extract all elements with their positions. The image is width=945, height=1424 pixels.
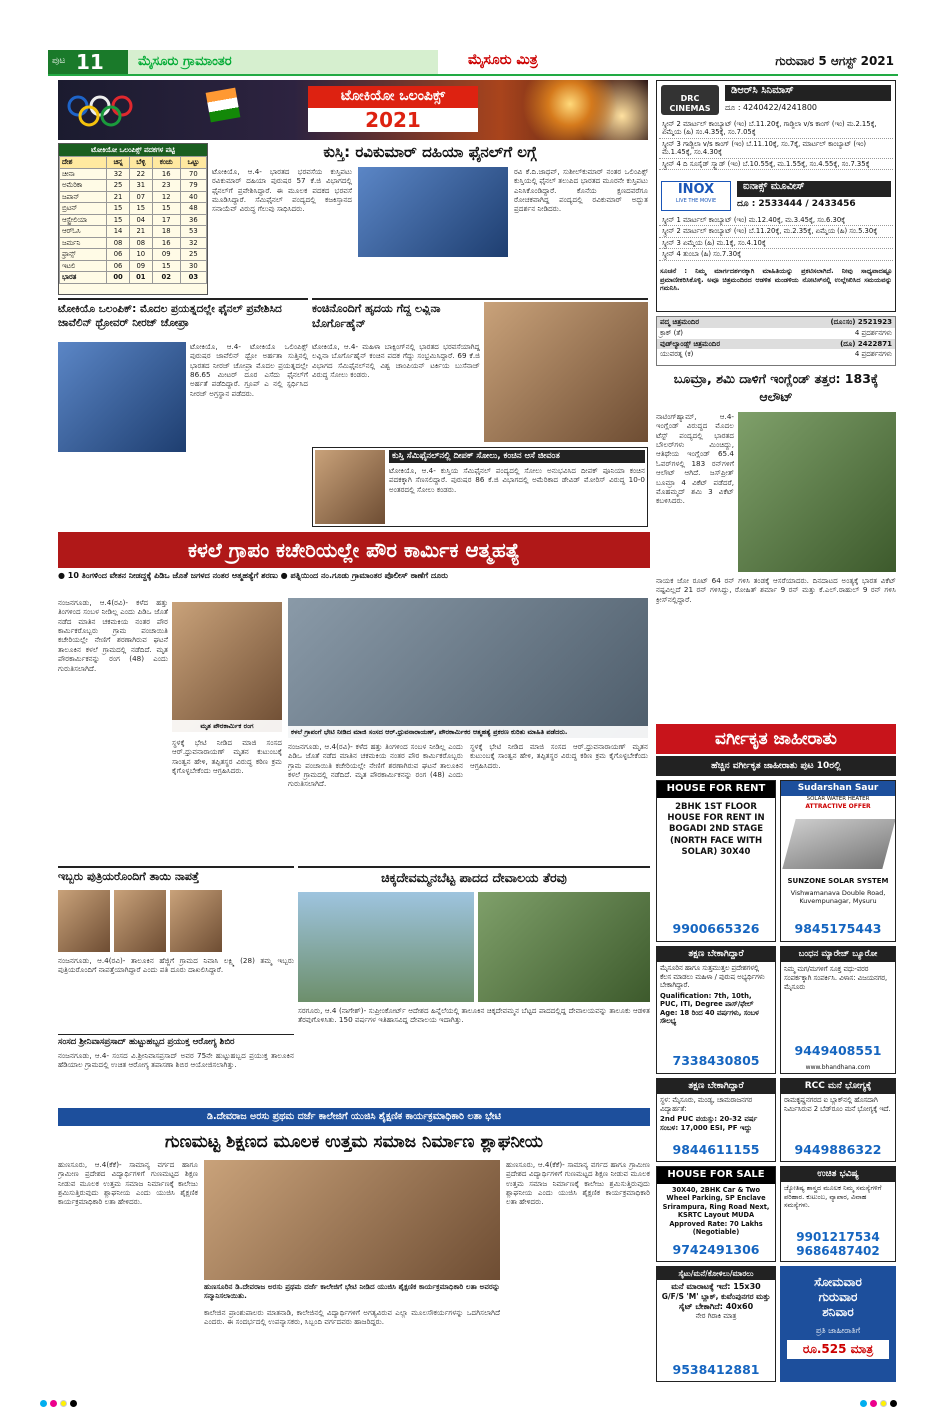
victim-caption: ಮೃತ ಪೌರಕಾರ್ಮಿಕ ರಂಗ xyxy=(172,720,282,732)
body-suicide: ನಂಜನಗೂಡು, ಆ.4(ರವಿ)- ಕಳೆದ ಹತ್ತು ತಿಂಗಳಿಂದ ಸಂಬಳ ನೀಡಿಲ್ಲ ಎಂದು ಪಿಡಿಒ ಜೊತೆ ನಡೆದ ಮಾತಿನ ಚಕಮಕಿಯ ನಂತರ ಪೌರ ಕಾರ್ಮಿಕರೊಬ್ಬರು ಗ್ರಾಮ ಪಂಚಾಯಿತಿ ಕಚೇರಿಯಲ್ಲೇ ನೇಣಿಗೆ ಶರಣಾಗಿರುವ ಘಟನೆ ತಾಲೂಕಿನ ಕಳಲೆ ಗ್ರಾಮದಲ್ಲಿ ನಡೆದಿದೆ. ಮೃತ ಪೌರಕಾರ್ಮಿಕನನ್ನು ರಂಗ (48) ಎಂದು ಗುರುತಿಸಲಾಗಿದೆ. xyxy=(58,598,168,673)
body-ravikumar: ಟೋಕಿಯೊ, ಆ.4- ಭಾರತದ ಭರವಸೆಯ ಕುಸ್ತಿಪಟು ರವಿಕುಮಾರ್ ದಹಿಯಾ ಪುರುಷರ 57 ಕೆ.ಜಿ ವಿಭಾಗದಲ್ಲಿ ಫೈನಲ್‌ಗೆ ಪ್ರವೇಶಿಸಿದ್ದಾರೆ. ಈ ಮೂಲಕ ಪದಕದ ಭರವಸೆ ಮೂಡಿಸಿದ್ದಾರೆ. ಸೆಮಿಫೈನಲ್ ಪಂದ್ಯದಲ್ಲಿ ಕಜಕಿಸ್ತಾನದ ಸನಾಯೆವ್ ವಿರುದ್ಧ ಗೆಲುವು ಸಾಧಿಸಿದರು. xyxy=(212,167,352,214)
inox-schedule xyxy=(659,215,893,261)
olympic-rings-icon xyxy=(64,94,154,128)
medal-table-body xyxy=(60,168,207,283)
ad-house-sale: HOUSE FOR SALE 30X40, 2BHK Car & Two Wheel Parking, SP Enclave Srirampura, Ring Road Next, KSRTC Layout MUDA Approved Rate: 70 Lakhs (Negotiable) 9742491306 xyxy=(656,1166,776,1262)
theatre-shows: 4 ಪ್ರದರ್ಶನಗಳು xyxy=(854,350,892,359)
theatre-list xyxy=(656,316,896,366)
story-ravikumar xyxy=(212,143,648,295)
masthead: ಮೈಸೂರು ಮಿತ್ರ xyxy=(468,52,538,68)
theatre-show-row xyxy=(657,328,895,339)
drc-schedule xyxy=(659,119,893,170)
section-title: ಮೈಸೂರು ಗ್ರಾಮಾಂತರ xyxy=(128,50,438,74)
inox-show-row: ಸ್ಕ್ರೀನ್ 2 ಮಾರ್ಟಲ್ ಕಾಂಬ್ಯಾಟ್ (ಇಂ) ಬೆ.11.20ಕ್ಕೆ, ಮ.2.35ಕ್ಕೆ, ಏಮ್ಮೆಯ (ಹಿ) ಸಂ.5.30ಕ್ಕೆ xyxy=(659,226,893,237)
theatre-film: ಕ್ರಾಕ್ (ತೆ) xyxy=(660,328,684,337)
theatre-header xyxy=(657,339,895,350)
page-number: 11 xyxy=(76,50,104,74)
scene-caption: ಕಳಲೆ ಗ್ರಾಪಂಗೆ ಭೇಟಿ ನೀಡಿದ ಮಾಜಿ ಸಂಸದ ಆರ್.ಧ್ರುವನಾರಾಯಣ್, ಪೌರಕಾರ್ಮಿಕರ ಆತ್ಮಹತ್ಯೆ ಪ್ರಕರಣ ಕುರಿತು ಮಾಹಿತಿ ಪಡೆದರು. xyxy=(288,726,648,738)
inox-show-row: ಸ್ಕ್ರೀನ್ 1 ಮಾರ್ಟಲ್ ಕಾಂಬ್ಯಾಟ್ (ಇಂ) ಮ.12.40ಕ್ಕೆ, ಮ.3.45ಕ್ಕೆ, ಸಂ.6.30ಕ್ಕೆ xyxy=(659,215,893,226)
page-header xyxy=(48,48,898,76)
cinema-box xyxy=(656,80,896,312)
body-mother: ನಂಜನಗೂಡು, ಆ.4(ರವಿ)- ತಾಲೂಕಿನ ಹೆಜ್ಜಿಗೆ ಗ್ರಾಮದ ನಿವಾಸಿ ಲಕ್ಷ್ಮಿ (28) ತಮ್ಮ ಇಬ್ಬರು ಪುತ್ರಿಯರೊಂದಿಗೆ ನಾಪತ್ತೆಯಾಗಿದ್ದಾರೆ ಎಂದು ಪತಿ ದೂರು ದಾಖಲಿಸಿದ್ದಾರೆ. xyxy=(58,956,294,975)
story-health xyxy=(58,1034,294,1104)
ad-astrology: ಉಚಿತ ಭವಿಷ್ಯ ಜ್ಯೋತಿಷ್ಯ ಶಾಸ್ತ್ರದ ಮೂಲಕ ನಿಮ್ಮ ಸಮಸ್ಯೆಗಳಿಗೆ ಪರಿಹಾರ. ಕುಟುಂಬ, ವ್ಯಾಪಾರ, ವಿವಾಹ ಸಮಸ್ಯೆಗಳು. 9901217534 9686487402 xyxy=(780,1166,896,1262)
subhead-suicide: ● 10 ತಿಂಗಳಿಂದ ವೇತನ ನೀಡದ್ದಕ್ಕೆ ಪಿಡಿಒ ಜೊತೆ ಜಗಳದ ನಂತರ ಆತ್ಮಹತ್ಯೆಗೆ ಶರಣು ● ಪತ್ನಿಯಿಂದ ನಂ.ಗೂಡು ಗ್ರಾಮಾಂತರ ಪೊಲೀಸ್ ಠಾಣೆಗೆ ದೂರು xyxy=(58,571,448,580)
body-suicide-2: ಸ್ಥಳಕ್ಕೆ ಭೇಟಿ ನೀಡಿದ ಮಾಜಿ ಸಂಸದ ಆರ್.ಧ್ರುವನಾರಾಯಣ್ ಮೃತನ ಕುಟುಂಬಕ್ಕೆ ಸಾಂತ್ವನ ಹೇಳಿ, ತಪ್ಪಿತಸ್ಥರ ವಿರುದ್ಧ ಕಠಿಣ ಕ್ರಮ ಕೈಗೊಳ್ಳಬೇಕೆಂದು ಆಗ್ರಹಿಸಿದರು. xyxy=(172,738,282,776)
registration-mark xyxy=(50,1400,57,1407)
medal-table-row: ಆಸ್ಟ್ರೇಲಿಯಾ 15 04 17 36 xyxy=(60,214,207,225)
headline-health: ಸಂಸದ ಶ್ರೀನಿವಾಸಪ್ರಸಾದ್ ಹುಟ್ಟುಹಬ್ಬದ ಪ್ರಯುಕ್ತ ಆರೋಗ್ಯ ಶಿಬಿರ xyxy=(58,1037,235,1047)
javelin-photo xyxy=(58,342,186,452)
theatre-name: ಪದ್ಮ ಚಿತ್ರಮಂದಿರ xyxy=(660,318,700,326)
medal-table-title: ಟೋಕಿಯೋ ಒಲಂಪಿಕ್ಸ್ ಪದಕಗಳ ಪಟ್ಟಿ xyxy=(59,144,207,156)
drc-show-row: ಸ್ಕ್ರೀನ್ 2 ಮಾರ್ಟಲ್ ಕಾಂಬ್ಯಾಟ್ (ಇಂ) ಬೆ.11.20ಕ್ಕೆ, ಗಾಡ್ಜಿಲಾ v/s ಕಾಂಗ್ (ಇಂ) ಮ.2.15ಕ್ಕೆ, ಏಮ್ಮೆಯ (ಹಿ) ಸಂ.4.35ಕ್ಕೆ, ಸಂ.7.05ಕ್ಕೆ xyxy=(659,119,893,139)
ad-house-rent: HOUSE FOR RENT 2BHK 1ST FLOOR HOUSE FOR RENT IN BOGADI 2ND STAGE (NORTH FACE WITH SOLAR) 30X40 9900665326 xyxy=(656,780,776,942)
body-suicide-3: ನಂಜನಗೂಡು, ಆ.4(ರವಿ)- ಕಳೆದ ಹತ್ತು ತಿಂಗಳಿಂದ ಸಂಬಳ ನೀಡಿಲ್ಲ ಎಂದು ಪಿಡಿಒ ಜೊತೆ ನಡೆದ ಮಾತಿನ ಚಕಮಕಿಯ ನಂತರ ಪೌರ ಕಾರ್ಮಿಕರೊಬ್ಬರು ಗ್ರಾಮ ಪಂಚಾಯಿತಿ ಕಚೇರಿಯಲ್ಲೇ ನೇಣಿಗೆ ಶರಣಾಗಿರುವ ಘಟನೆ ತಾಲೂಕಿನ ಕಳಲೆ ಗ್ರಾಮದಲ್ಲಿ ನಡೆದಿದೆ. ಮೃತ ಪೌರಕಾರ್ಮಿಕನನ್ನು ರಂಗ (48) ಎಂದು ಗುರುತಿಸಲಾಗಿದೆ. xyxy=(288,742,463,789)
theatre-phone: (ದೂ) 2422871 xyxy=(840,339,892,348)
cinema-notice: ಸೂಚನೆ : ನಿಮ್ಮ ಮಾರ್ಗದರ್ಶನಕ್ಕಾಗಿ ಮಾಹಿತಿಯನ್ನು ಪ್ರಕಟಿಸಲಾಗಿದೆ. ನೀವು ಸಾಧ್ಯವಾದಷ್ಟೂ ಪ್ರಮಾಣೀಕರಿಸಿಕೊಳ್ಳಿ. ಅವೂ ಚಿತ್ರಮಂದಿರದ ಆಡಳಿತ ಮಂಡಳಿಯ ನೋಟಿಸ್‌ನಲ್ಲಿ ಉಲ್ಲೇಖಿಸಿದ ಸಮಯವನ್ನು ಗಮನಿಸಿ. xyxy=(660,267,892,293)
wrestling-photo xyxy=(358,167,508,257)
headline-lovlina: ಕಂಚಿನೊಂದಿಗೆ ಹೃದಯ ಗೆದ್ದ ಲವ್ಲಿನಾ ಬೊರ್ಗೊಹೈನ್ xyxy=(312,302,441,330)
issue-date: ಗುರುವಾರ 5 ಆಗಸ್ಟ್ 2021 xyxy=(775,54,894,68)
boxing-photo xyxy=(484,302,648,442)
body-suicide-4: ಸ್ಥಳಕ್ಕೆ ಭೇಟಿ ನೀಡಿದ ಮಾಜಿ ಸಂಸದ ಆರ್.ಧ್ರುವನಾರಾಯಣ್ ಮೃತನ ಕುಟುಂಬಕ್ಕೆ ಸಾಂತ್ವನ ಹೇಳಿ, ತಪ್ಪಿತಸ್ಥರ ವಿರುದ್ಧ ಕಠಿಣ ಕ್ರಮ ಕೈಗೊಳ್ಳಬೇಕೆಂದು ಆಗ್ರಹಿಸಿದರು. xyxy=(470,742,648,770)
demolition-photo xyxy=(478,892,650,1002)
drc-logo: DRC CINEMAS xyxy=(661,85,719,115)
drc-show-row: ಸ್ಕ್ರೀನ್ 3 ಗಾಡ್ಜಿಲಾ v/s ಕಾಂಗ್ (ಇಂ) ಬೆ.11.10ಕ್ಕೆ, ಸಂ.7ಕ್ಕೆ, ಮಾರ್ಟಲ್ ಕಾಂಬ್ಯಾಟ್ (ಇಂ) ಮ.1.45ಕ್ಕೆ, ಸಂ.4.30ಕ್ಕೆ xyxy=(659,139,893,159)
story-neeraj xyxy=(58,298,308,528)
body-cricket: ನಾಟಿಂಗ್‌ಹ್ಯಾಮ್, ಆ.4- ಇಂಗ್ಲೆಂಡ್ ವಿರುದ್ಧದ ಮೊದಲ ಟೆಸ್ಟ್ ಪಂದ್ಯದಲ್ಲಿ ಭಾರತದ ಬೌಲರ್‌ಗಳು ಮಿಂಚಿದ್ದು, ಆತಿಥೇಯ ಇಂಗ್ಲೆಂಡ್ 65.4 ಓವರ್‌ಗಳಲ್ಲಿ 183 ರನ್‌ಗಳಿಗೆ ಆಲೌಟ್ ಆಗಿದೆ. ಜಸ್‌ಪ್ರೀತ್ ಬೂಮ್ರಾ 4 ವಿಕೆಟ್ ಪಡೆದರೆ, ಮೊಹಮ್ಮದ್ ಶಮಿ 3 ವಿಕೆಟ್ ಕಬಳಿಸಿದರು. xyxy=(656,412,734,506)
headline-mother: ಇಬ್ಬರು ಪುತ್ರಿಯರೊಂದಿಗೆ ತಾಯಿ ನಾಪತ್ತೆ xyxy=(58,870,200,883)
missing-photo-1 xyxy=(58,890,110,952)
medal-table-row: ಚೀನಾ 32 22 16 70 xyxy=(60,168,207,179)
missing-photo-2 xyxy=(114,890,166,952)
body-health: ನಂಜನಗೂಡು, ಆ.4- ಸಂಸದ ವಿ.ಶ್ರೀನಿವಾಸಪ್ರಸಾದ್ ಅವರ 75ನೇ ಹುಟ್ಟುಹಬ್ಬದ ಪ್ರಯುಕ್ತ ತಾಲೂಕಿನ ಹೆಡಿಯಾಲ ಗ್ರಾಮದಲ್ಲಿ ಉಚಿತ ಆರೋಗ್ಯ ತಪಾಸಣಾ ಶಿಬಿರ ಆಯೋಜಿಸಲಾಗಿತ್ತು. xyxy=(58,1051,294,1070)
scene-photo xyxy=(288,598,648,738)
registration-mark xyxy=(70,1400,77,1407)
theatre-name: ವುಡ್‌ಲ್ಯಾಂಡ್ಸ್ ಚಿತ್ರಮಂದಿರ xyxy=(660,339,721,348)
headline-education: ಗುಣಮಟ್ಟ ಶಿಕ್ಷಣದ ಮೂಲಕ ಉತ್ತಮ ಸಮಾಜ ನಿರ್ಮಾಣ ಶ್ಲಾಘನೀಯ xyxy=(164,1132,544,1152)
theatre-show-row xyxy=(657,349,895,360)
medal-table-row: ಜಪಾನ್ 21 07 12 40 xyxy=(60,191,207,202)
victim-photo xyxy=(172,602,282,732)
story-lovlina xyxy=(312,298,648,443)
medal-table-row: ಬ್ರಿಟನ್ 15 15 15 48 xyxy=(60,203,207,214)
olympics-banner xyxy=(58,80,648,140)
body-temple: ಸರಗೂರು, ಆ.4 (ನಾಗೇಶ್)- ಸುಪ್ರೀಂಕೋರ್ಟ್ ಆದೇಶದ ಹಿನ್ನೆಲೆಯಲ್ಲಿ ತಾಲೂಕಿನ ಚಿಕ್ಕದೇವಮ್ಮನ ಬೆಟ್ಟದ ಪಾದದಲ್ಲಿದ್ದ ದೇವಾಲಯವನ್ನು ತಾಲೂಕು ಆಡಳಿತ ತೆರವುಗೊಳಿಸಿತು. 150 ವರ್ಷಗಳ ಇತಿಹಾಸವಿದ್ದ ದೇವಾಲಯ ಇದಾಗಿತ್ತು. xyxy=(298,1006,650,1025)
medal-table-row: ಜರ್ಮನಿ 08 08 16 32 xyxy=(60,237,207,248)
education-strap: ಡಿ.ದೇವರಾಜ ಅರಸು ಪ್ರಥಮ ದರ್ಜೆ ಕಾಲೇಜಿಗೆ ಯುಜಿಸಿ ಶೈಕ್ಷಣಿಕ ಕಾರ್ಯಕ್ರಮಾಧಿಕಾರಿ ಲತಾ ಭೇಟಿ xyxy=(58,1108,650,1126)
drc-phone: ದೂ : 4240422/4241800 xyxy=(725,103,818,112)
medal-table xyxy=(59,156,207,283)
education-photo xyxy=(204,1160,500,1280)
page-label: ಪುಟ 11 xyxy=(48,50,128,74)
body-education-3: ಹುಣಸೂರು, ಆ.4(ಕೆಕೆ)- ಸಾಮಾನ್ಯ ವರ್ಗದ ಹಾಗೂ ಗ್ರಾಮೀಣ ಪ್ರದೇಶದ ವಿದ್ಯಾರ್ಥಿಗಳಿಗೆ ಗುಣಮಟ್ಟದ ಶಿಕ್ಷಣ ನೀಡುವ ಮೂಲಕ ಉತ್ತಮ ಸಮಾಜ ನಿರ್ಮಾಣಕ್ಕೆ ಕಾಲೇಜು ಶ್ರಮಿಸುತ್ತಿರುವುದು ಶ್ಲಾಘನೀಯ ಎಂದು ಯುಜಿಸಿ ಶೈಕ್ಷಣಿಕ ಕಾರ್ಯಕ್ರಮಾಧಿಕಾರಿ ಲತಾ ಹೇಳಿದರು. xyxy=(506,1160,650,1207)
inox-phone: ದೂ : 2533444 / 2433456 xyxy=(737,199,856,209)
inox-show-row: ಸ್ಕ್ರೀನ್ 4 ತುಂಬಾ (ಹಿ) ಸಂ.7.30ಕ್ಕೆ xyxy=(659,249,893,260)
headline-ravikumar: ಕುಸ್ತಿ: ರವಿಕುಮಾರ್ ದಹಿಯಾ ಫೈನಲ್‌ಗೆ ಲಗ್ಗೆ xyxy=(323,143,537,161)
indian-flag-icon xyxy=(206,88,241,123)
medal-table-row: ಆರ್‌ಓಸಿ 14 21 18 53 xyxy=(60,226,207,237)
medal-table-header: ದೇಶ ಚಿನ್ನ ಬೆಳ್ಳಿ ಕಂಚು ಒಟ್ಟು xyxy=(60,157,207,168)
registration-mark xyxy=(40,1400,47,1407)
headline-temple: ಚಿಕ್ಕದೇವಮ್ಮನಬೆಟ್ಟ ಪಾದದ ದೇವಾಲಯ ತೆರವು xyxy=(381,870,567,885)
ad-promo: ಸೋಮವಾರ ಗುರುವಾರ ಶನಿವಾರ ಪ್ರತಿ ಜಾಹೀರಾತಿಗೆ ರೂ.525 ಮಾತ್ರ xyxy=(780,1266,896,1382)
inox-title: ಐನಾಕ್ಸ್ ಮೂವೀಸ್ xyxy=(737,181,891,197)
registration-mark xyxy=(870,1400,877,1407)
drc-show-row: ಸ್ಕ್ರೀನ್ 4 ದಿ ಸೂಸೈಡ್ ಸ್ಕ್ವಾಡ್ (ಇಂ) ಬೆ.10.55ಕ್ಕೆ, ಮ.1.55ಕ್ಕೆ, ಸಂ.4.55ಕ್ಕೆ, ಸಂ.7.35ಕ್ಕೆ xyxy=(659,159,893,170)
theatre-shows: 4 ಪ್ರದರ್ಶನಗಳು xyxy=(854,328,892,337)
body-lovlina: ಟೋಕಿಯೊ, ಆ.4- ಮಹಿಳಾ ಬಾಕ್ಸಿಂಗ್‌ನಲ್ಲಿ ಭಾರತದ ಭರವಸೆಯಾಗಿದ್ದ ಲವ್ಲಿನಾ ಬೊರ್ಗೊಹೈನ್ ಕಂಚಿನ ಪದಕ ಗೆದ್ದು ಸಂಭ್ರಮಿಸಿದ್ದಾರೆ. 69 ಕೆ.ಜಿ ವಿಭಾಗದ ಸೆಮಿಫೈನಲ್‌ನಲ್ಲಿ ವಿಶ್ವ ಚಾಂಪಿಯನ್ ಟರ್ಕಿಯ ಬುಸೆನಾಜ್ ವಿರುದ್ಧ ಸೋಲು ಕಂಡರು. xyxy=(312,342,480,380)
body-deepak: ಟೋಕಿಯೊ, ಆ.4- ಕುಸ್ತಿಯ ಸೆಮಿಫೈನಲ್ ಪಂದ್ಯದಲ್ಲಿ ಸೋಲು ಅನುಭವಿಸಿದ ದೀಪಕ್ ಪೂನಿಯಾ ಕಂಚಿನ ಪದಕಕ್ಕಾಗಿ ಸೆಣಸಲಿದ್ದಾರೆ. ಪುರುಷರ 86 ಕೆ.ಜಿ ವಿಭಾಗದಲ್ಲಿ ಅಮೆರಿಕಾದ ಡೇವಿಡ್ ಮೋರಿಸ್ ವಿರುದ್ಧ 10-0 ಅಂತರದಲ್ಲಿ ಸೋಲು ಕಂಡರು. xyxy=(389,466,645,494)
classifieds-banner: ವರ್ಗೀಕೃತ ಜಾಹೀರಾತು ಹೆಚ್ಚಿನ ವರ್ಗೀಕೃತ ಜಾಹೀರಾತು ಪುಟ 10ರಲ್ಲಿ xyxy=(656,724,896,776)
medal-table-row: ಅಮೆರಿಕಾ 25 31 23 79 xyxy=(60,180,207,191)
story-suicide xyxy=(58,532,650,862)
deepak-photo xyxy=(315,450,385,524)
inox-logo: INOX LIVE THE MOVIE xyxy=(661,181,731,211)
story-deepak xyxy=(312,447,648,527)
fireworks-image xyxy=(518,80,648,140)
headline-cricket: ಬೂಮ್ರಾ, ಶಮಿ ದಾಳಿಗೆ ಇಂಗ್ಲೆಂಡ್ ತತ್ತರ: 183ಕ್ಕೆ ಆಲೌಟ್ xyxy=(673,371,879,405)
body-education: ಹುಣಸೂರು, ಆ.4(ಕೆಕೆ)- ಸಾಮಾನ್ಯ ವರ್ಗದ ಹಾಗೂ ಗ್ರಾಮೀಣ ಪ್ರದೇಶದ ವಿದ್ಯಾರ್ಥಿಗಳಿಗೆ ಗುಣಮಟ್ಟದ ಶಿಕ್ಷಣ ನೀಡುವ ಮೂಲಕ ಉತ್ತಮ ಸಮಾಜ ನಿರ್ಮಾಣಕ್ಕೆ ಕಾಲೇಜು ಶ್ರಮಿಸುತ್ತಿರುವುದು ಶ್ಲಾಘನೀಯ ಎಂದು ಯುಜಿಸಿ ಶೈಕ್ಷಣಿಕ ಕಾರ್ಯಕ್ರಮಾಧಿಕಾರಿ ಲತಾ ಹೇಳಿದರು. xyxy=(58,1160,198,1207)
body-education-2: ಕಾಲೇಜಿನ ಪ್ರಾಂಶುಪಾಲರು ಮಾತನಾಡಿ, ಕಾಲೇಜಿನಲ್ಲಿ ವಿದ್ಯಾರ್ಥಿಗಳಿಗೆ ಅಗತ್ಯವಿರುವ ಎಲ್ಲಾ ಮೂಲಸೌಕರ್ಯಗಳನ್ನು ಒದಗಿಸಲಾಗಿದೆ ಎಂದರು. ಈ ಸಂದರ್ಭದಲ್ಲಿ ಉಪನ್ಯಾಸಕರು, ಸಿಬ್ಬಂದಿ ವರ್ಗದವರು ಹಾಜರಿದ್ದರು. xyxy=(204,1308,500,1327)
ad-site: ಸೈಟು/ಮನೆ/ಕೋಳಿಲು/ಮಾರಲು ಮನೆ ಮಾರಾಟಕ್ಕೆ ಇದೆ: 15x30 G/F/S 'M' ಬ್ಲಾಕ್, ಕುವೆಂಪುನಗರ ಮತ್ತು ಸೈಟ್ ಬೇಕಾಗಿದೆ: 40x60 ನೇರ ಗಿರಾಕಿ ಮಾತ್ರ 9538412881 xyxy=(656,1266,776,1382)
ad-solar: Sudarshan Saur SOLAR WATER HEATER ATTRACTIVE OFFER SUNZONE SOLAR SYSTEM Vishwamanava Double Road, Kuvempunagar, Mysuru 9845175443 xyxy=(780,780,896,942)
medal-table-row: ಇಟಲಿ 06 09 15 30 xyxy=(60,260,207,271)
solar-heater-image xyxy=(782,819,895,869)
medal-table-box xyxy=(58,143,208,295)
story-temple xyxy=(298,866,650,1086)
ad-marriage-bureau: ಬಂಧನ ಮ್ಯಾರೇಜ್ ಬ್ಯೂರೋ ನಿಮ್ಮ ಮಗ/ಮಗಳಿಗೆ ಸೂಕ್ತ ವಧು-ವರರ ಸಂಪರ್ಕಕ್ಕಾಗಿ ಸಂಪರ್ಕಿಸಿ. ವಿಳಾಸ: ವಿಜಯನಗರ, ಮೈಸೂರು 9449408551 www.bhandhana.com xyxy=(780,946,896,1074)
missing-photo-3 xyxy=(170,890,222,952)
ad-rcc-house: RCC ಮನೆ ಭೋಗ್ಯಕ್ಕೆ ರಾಮಕೃಷ್ಣನಗರದ ಐ ಬ್ಲಾಕ್‌ನಲ್ಲಿ ಹೊಸದಾಗಿ ನಿರ್ಮಿಸಿರುವ 2 ಬೆಡ್‌ರೂಂ ಮನೆ ಭೋಗ್ಯಕ್ಕೆ ಇದೆ. 9449886322 xyxy=(780,1078,896,1162)
theatre-header xyxy=(657,317,895,328)
body-cricket-2: ನಾಯಕ ಜೋ ರೂಟ್ 64 ರನ್ ಗಳಿಸಿ ತಂಡಕ್ಕೆ ಆಸರೆಯಾದರು. ದಿನದಾಟದ ಅಂತ್ಯಕ್ಕೆ ಭಾರತ ವಿಕೆಟ್ ನಷ್ಟವಿಲ್ಲದೆ 21 ರನ್ ಗಳಿಸಿದ್ದು, ರೋಹಿತ್ ಶರ್ಮಾ 9 ರನ್ ಮತ್ತು ಕೆ.ಎಲ್.ರಾಹುಲ್ 9 ರನ್ ಗಳಿಸಿ ಕ್ರೀಸ್‌ನಲ್ಲಿದ್ದಾರೆ. xyxy=(656,576,896,604)
medal-table-row: ಭಾರತ 00 01 02 03 xyxy=(60,272,207,283)
story-mother xyxy=(58,866,294,1030)
registration-mark xyxy=(860,1400,867,1407)
registration-mark xyxy=(880,1400,887,1407)
olympics-banner-title: ಟೋಕಿಯೋ ಒಲಂಪಿಕ್ಸ್ 2021 xyxy=(308,86,478,136)
education-caption: ಹುಣಸೂರಿನ ಡಿ.ದೇವರಾಜ ಅರಸು ಪ್ರಥಮ ದರ್ಜೆ ಕಾಲೇಜಿಗೆ ಭೇಟಿ ನೀಡಿದ ಯುಜಿಸಿ ಶೈಕ್ಷಣಿಕ ಕಾರ್ಯಕ್ರಮಾಧಿಕಾರಿ ಲತಾ ಅವರನ್ನು ಸನ್ಮಾನಿಸಲಾಯಿತು. xyxy=(204,1282,500,1301)
headline-neeraj: ಟೋಕಿಯೊ ಒಲಂಪಿಕ್: ಮೊದಲ ಪ್ರಯತ್ನದಲ್ಲೇ ಫೈನಲ್ ಪ್ರವೇಶಿಸಿದ ಜಾವೆಲಿನ್ ಥ್ರೋವರ್ ನೀರಜ್ ಚೋಪ್ರಾ xyxy=(58,303,282,330)
story-cricket xyxy=(656,370,896,720)
body-neeraj: ಟೋಕಿಯೊ, ಆ.4- ಟೋಕಿಯೊ ಒಲಿಂಪಿಕ್ಸ್ ಪುರುಷರ ಜಾವೆಲಿನ್ ಥ್ರೋ ಅರ್ಹತಾ ಸುತ್ತಿನಲ್ಲಿ ಭಾರತದ ನೀರಜ್ ಚೋಪ್ರಾ ಮೊದಲ ಪ್ರಯತ್ನದಲ್ಲೇ 86.65 ಮೀಟರ್ ದೂರ ಎಸೆದು ಫೈನಲ್‌ಗೆ ಅರ್ಹತೆ ಪಡೆದಿದ್ದಾರೆ. ಗ್ರೂಪ್ ಎ ನಲ್ಲಿ ಸ್ಪರ್ಧಿಸಿದ ನೀರಜ್ ಅಗ್ರಸ್ಥಾನ ಪಡೆದರು. xyxy=(190,342,308,398)
registration-mark xyxy=(890,1400,897,1407)
ad-job-1: ತಕ್ಷಣ ಬೇಕಾಗಿದ್ದಾರೆ ಮೈಸೂರಿನ ಹಾಗೂ ಸುತ್ತಮುತ್ತಲ ಪ್ರದೇಶಗಳಲ್ಲಿ ಕೆಲಸ ಮಾಡಲು ಮಹಿಳಾ / ಪುರುಷ ಅಭ್ಯರ್ಥಿಗಳು ಬೇಕಾಗಿದ್ದಾರೆ. Qualification: 7th, 10th, PUC, ITI, Degree ಪಾಸ್/ಫೇಲ್ Age: 18 ರಿಂದ 40 ವರ್ಷಗಳು, ಸಂಬಳ ಸೌಲಭ್ಯ 7338430805 xyxy=(656,946,776,1074)
headline-deepak: ಕುಸ್ತಿ ಸೆಮಿಫೈನಲ್‌ನಲ್ಲಿ ದೀಪಕ್ ಸೋಲು, ಕಂಚಿನ ಆಸೆ ಜೀವಂತ xyxy=(389,450,645,463)
drc-title: ಡಿಆರ್‌ಸಿ ಸಿನಿಮಾಸ್ xyxy=(725,85,891,101)
ad-job-2: ತಕ್ಷಣ ಬೇಕಾಗಿದ್ದಾರೆ ಸ್ಥಳ: ಮೈಸೂರು, ಮಂಡ್ಯ, ಚಾಮರಾಜನಗರ ವಿದ್ಯಾರ್ಹತೆ: 2nd PUC ವಯಸ್ಸು: 20-32 ವರ್ಷ ಸಂಬಳ: 17,000 ESI, PF ಇದ್ದು 9844611155 xyxy=(656,1078,776,1162)
story-education xyxy=(58,1128,650,1382)
cricket-photo xyxy=(738,412,896,572)
theatre-phone: (ದೂ:ಸಂ) 2521923 xyxy=(830,318,892,326)
inox-show-row: ಸ್ಕ್ರೀನ್ 3 ಏಮ್ಮೆಯ (ಹಿ) ಮ.1ಕ್ಕೆ, ಸಂ.4.10ಕ್ಕೆ xyxy=(659,238,893,249)
headline-suicide: ಕಳಲೆ ಗ್ರಾಪಂ ಕಚೇರಿಯಲ್ಲೇ ಪೌರ ಕಾರ್ಮಿಕ ಆತ್ಮಹತ್ಯೆ xyxy=(58,532,650,568)
medal-table-row: ಫ್ರಾನ್ಸ್ 06 10 09 25 xyxy=(60,249,207,260)
temple-photo xyxy=(298,892,474,1002)
registration-mark xyxy=(60,1400,67,1407)
theatre-film: ಯುವರತ್ನ (ಕ) xyxy=(660,350,694,359)
body-ravikumar-2: ರವಿ ಕೆ.ದಿ.ಜಾಧವ್, ಸುಶೀಲ್‌ಕುಮಾರ್ ನಂತರ ಒಲಿಂಪಿಕ್ಸ್ ಕುಸ್ತಿಯಲ್ಲಿ ಫೈನಲ್ ತಲುಪಿದ ಭಾರತದ ಮೂರನೇ ಕುಸ್ತಿಪಟು ಎನಿಸಿಕೊಂಡಿದ್ದಾರೆ. ಕೊನೆಯ ಕ್ಷಣದವರೆಗೂ ರೋಚಕವಾಗಿದ್ದ ಪಂದ್ಯದಲ್ಲಿ ರವಿಕುಮಾರ್ ಅದ್ಭುತ ಪ್ರದರ್ಶನ ನೀಡಿದರು. xyxy=(514,167,648,214)
